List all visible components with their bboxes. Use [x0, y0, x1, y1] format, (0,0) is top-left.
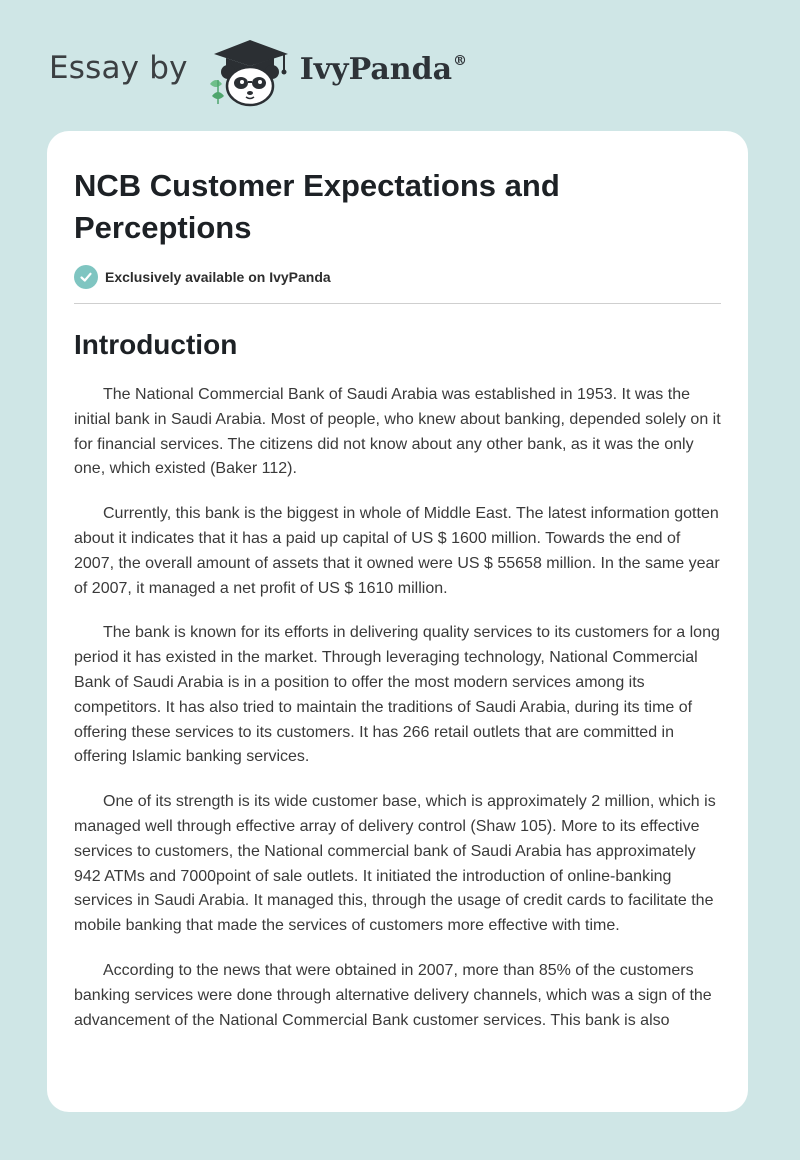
essay-card — [47, 131, 748, 1112]
paragraph: The bank is known for its efforts in delivering quality services to its customers for a long period it has existed in the market. Through leveraging technology, National Commercial Bank of Saudi Arabia is in a position to offer the most modern services among its competitors. It has also tried to maintain the traditions of Saudi Arabia, during its time of offering these services to its customers. It has 266 retail outlets that are committed in offering Islamic banking services. — [74, 624, 720, 766]
paragraph: Currently, this bank is the biggest in whole of Middle East. The latest information gotten about it indicates that it has a paid up capital of US $ 1600 million. Towards the end of 2007, the overall amount of assets that it owned were US $ 55658 million. In the same year of 2007, it managed a net profit of US $ 1610 million. — [74, 505, 720, 597]
paragraph: According to the news that were obtained in 2007, more than 85% of the customers banking services were done through alternative delivery channels, which was a sign of the advancement of the National Commercial Bank customer services. This bank is also — [74, 961, 712, 1029]
page-title: NCB Customer Expectations and Perceptions — [74, 168, 560, 245]
brand-name-text: IvyPanda — [299, 51, 453, 87]
essay-body — [74, 364, 721, 1109]
brand-name — [300, 52, 467, 87]
paragraph: One of its strength is its wide customer base, which is approximately 2 million, which is managed well through effective array of delivery control (Shaw 105). More to its effective services to customers, the National commercial bank of Saudi Arabia has approximately 942 ATMs and 7000point of sale outlets. It initiated the introduction of online-banking services in Saudi Arabia. It managed this, through the usage of credit cards to facilitate the mobile banking that made the services of customers more effective with time. — [74, 793, 716, 935]
check-icon — [74, 265, 98, 289]
brand-header — [49, 36, 467, 108]
exclusive-badge — [74, 265, 721, 289]
ivypanda-mascot-icon — [204, 36, 296, 108]
essay-by-label: Essay by — [49, 50, 188, 86]
section-heading: Introduction — [74, 329, 238, 360]
registered-mark: ® — [453, 52, 468, 69]
badge-label: Exclusively available on IvyPanda — [105, 269, 331, 285]
paragraph: The National Commercial Bank of Saudi Arabia was established in 1953. It was the initial bank in Saudi Arabia. Most of people, who knew about banking, depended solely on it for financial services. The citizens did not know about any other bank, as it was the only one, which existed (Baker 112). — [74, 386, 721, 478]
title-divider — [74, 303, 721, 304]
